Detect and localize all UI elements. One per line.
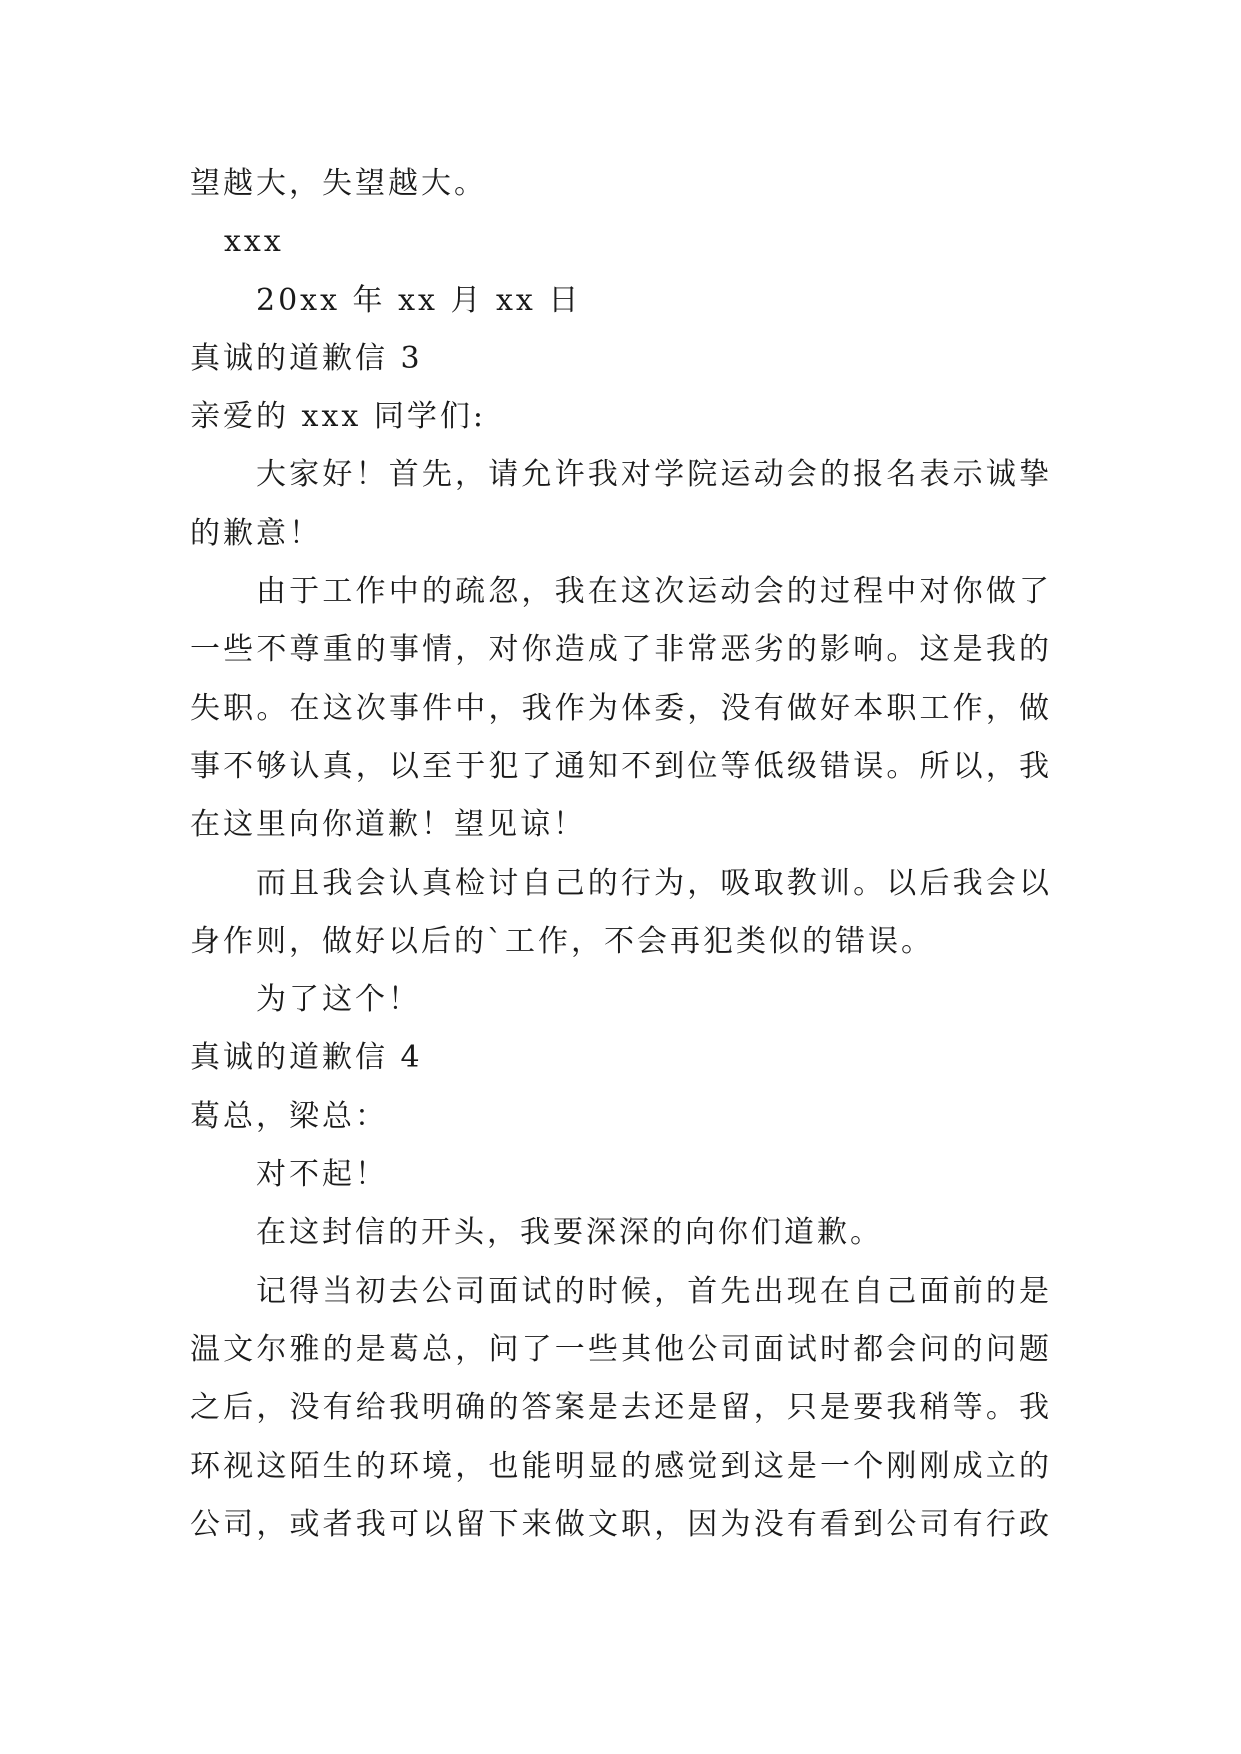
paragraph-line: 一些不尊重的事情，对你造成了非常恶劣的影响。这是我的	[190, 632, 1051, 668]
paragraph-line: 记得当初去公司面试的时候，首先出现在自己面前的是	[256, 1273, 1051, 1309]
paragraph-line: 事不够认真，以至于犯了通知不到位等低级错误。所以，我	[190, 748, 1051, 784]
paragraph-line: 对不起！	[256, 1157, 388, 1193]
document-body	[190, 155, 1051, 1554]
paragraph-line: 大家好！首先，请允许我对学院运动会的报名表示诚挚	[256, 457, 1051, 493]
paragraph-line: 在这封信的开头，我要深深的向你们道歉。	[256, 1215, 883, 1251]
paragraph-line: 望越大，失望越大。	[190, 166, 487, 201]
paragraph-line: 之后，没有给我明确的答案是去还是留，只是要我稍等。我	[190, 1390, 1051, 1426]
paragraph-line: 的歉意！	[190, 515, 322, 551]
paragraph-line: 公司，或者我可以留下来做文职，因为没有看到公司有行政	[190, 1506, 1051, 1542]
paragraph-line: 由于工作中的疏忽，我在这次运动会的过程中对你做了	[256, 574, 1051, 610]
letter-salutation: 亲爱的 xxx 同学们:	[190, 399, 486, 435]
signature-name: xxx	[224, 224, 284, 260]
letter-salutation: 葛总，梁总：	[190, 1098, 388, 1134]
letter-heading: 真诚的道歉信 4	[190, 1040, 423, 1076]
paragraph-line: 身作则，做好以后的`工作，不会再犯类似的错误。	[190, 923, 934, 959]
paragraph-line: 而且我会认真检讨自己的行为，吸取教训。以后我会以	[256, 865, 1051, 901]
letter-heading: 真诚的道歉信 3	[190, 340, 423, 376]
paragraph-line: 环视这陌生的环境，也能明显的感觉到这是一个刚刚成立的	[190, 1448, 1051, 1484]
paragraph-line: 为了这个！	[256, 982, 421, 1018]
paragraph-line: 温文尔雅的是葛总，问了一些其他公司面试时都会问的问题	[190, 1331, 1051, 1367]
signature-date: 20xx 年 xx 月 xx 日	[256, 282, 582, 318]
paragraph-line: 在这里向你道歉！望见谅！	[190, 807, 586, 843]
paragraph-line: 失职。在这次事件中，我作为体委，没有做好本职工作，做	[190, 690, 1051, 726]
